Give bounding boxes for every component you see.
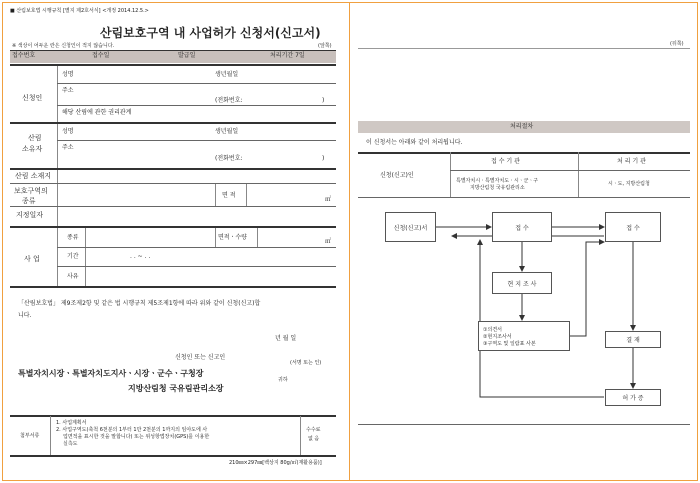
area-label: 면 적 <box>222 192 236 199</box>
owner-section-label-1: 산림 <box>28 134 42 142</box>
fee-value: 없 음 <box>308 436 320 442</box>
column-receiving: 접 수 기 관 <box>491 158 520 165</box>
column-applicant: 신청(신고)인 <box>380 172 414 179</box>
column-processing: 처 리 기 관 <box>617 158 646 165</box>
fee-label: 수수료 <box>306 427 321 433</box>
applicant-relation-label: 해당 산림에 관한 권리관계 <box>62 109 132 116</box>
project-type-label: 종류 <box>67 234 79 241</box>
flow-docs-box <box>478 321 570 351</box>
receiving-org-2: 지방산림청 국유림관리소 <box>470 185 525 191</box>
area-unit: ㎡ <box>325 196 332 203</box>
procedure-intro: 이 신청서는 아래와 같이 처리됩니다. <box>366 139 463 146</box>
form-notice: ※ 색상이 어두운 란은 신청인이 적지 않습니다. <box>12 43 115 49</box>
signer-label: 신청인 또는 신고인 <box>175 354 226 361</box>
zone-type-label-1: 보호구역의 <box>14 187 48 195</box>
procedure-title: 처리절차 <box>510 123 534 130</box>
flow-permit-box <box>605 389 661 406</box>
attachment-item-2: 2. 사업구역도(축척 6천분의 1부터 1만 2천분의 1까지의 임야도에 사 <box>56 427 208 433</box>
receiving-org: 특별자치시ㆍ특별자치도ㆍ시ㆍ군ㆍ구 <box>456 178 539 184</box>
flow-docs-line-1: ①의견서 <box>483 326 502 333</box>
date-line: 년 월 일 <box>275 335 297 342</box>
flow-decision-label: 결 재 <box>626 337 640 344</box>
owner-phone-label: (전화번호: <box>215 155 243 162</box>
project-purpose-label: 사유 <box>67 273 79 280</box>
flow-receive-box-2 <box>605 212 661 242</box>
flow-apply-label: 신청(신고)서 <box>393 224 428 232</box>
attachment-item-1: 1. 사업계획서 <box>56 420 87 426</box>
period-label: 처리기간 7일 <box>270 52 305 59</box>
project-section-label: 사 업 <box>24 255 40 263</box>
owner-birth-label: 생년월일 <box>215 128 239 135</box>
flow-docs-line-3: ③구역도 및 일람표 사본 <box>483 340 536 347</box>
attachment-item-2b: 업면적을 표시한 것을 말합니다) 또는 위성항법장치(GPS)를 이용한 <box>63 434 210 440</box>
signature-label: (서명 또는 인) <box>290 360 322 366</box>
project-period-label: 기간 <box>67 253 79 260</box>
flow-receive-box-1 <box>492 212 552 242</box>
flow-survey-label: 현 지 조 사 <box>507 280 537 288</box>
project-area-label: 면적ㆍ수량 <box>218 234 247 241</box>
flow-survey-box <box>492 272 552 294</box>
recipient-line-2: 지방산림청 국유림관리소장 <box>128 384 224 393</box>
flow-receive-label-1: 접 수 <box>515 224 529 232</box>
applicant-name-label: 성명 <box>62 71 74 78</box>
applicant-birth-label: 생년월일 <box>215 71 239 78</box>
flow-permit-label: 허 가 증 <box>622 395 644 402</box>
page-count-back: (뒤쪽) <box>670 41 684 47</box>
project-area-unit: ㎡ <box>325 238 332 245</box>
flow-docs-line-2: ②현지조사서 <box>483 333 512 340</box>
issue-date-label: 발급일 <box>178 52 196 59</box>
owner-name-label: 성명 <box>62 128 74 135</box>
form-top-note: ■ 산림보호법 시행규칙 [별지 제2호서식] <개정 2014.12.5.> <box>10 8 149 14</box>
receipt-date-label: 접수일 <box>92 52 110 59</box>
recipient-suffix: 귀하 <box>278 377 288 383</box>
paper-spec: 210㎜×297㎜[백상지 80g/㎡(재활용품)] <box>229 460 322 466</box>
attachments-label: 첨부서류 <box>20 433 40 439</box>
form-title: 산림보호구역 내 사업허가 신청서(신고서) <box>100 26 321 40</box>
receipt-no-label: 접수번호 <box>12 52 36 59</box>
statement-line-2: 니다. <box>18 312 32 319</box>
applicant-phone-label: (전화번호: <box>215 97 243 104</box>
zone-type-label-2: 종류 <box>22 197 36 205</box>
flow-receive-label-2: 접 수 <box>626 224 640 232</box>
page-count-front: (앞쪽) <box>318 43 332 49</box>
applicant-address-label: 주소 <box>62 87 74 94</box>
recipient-line-1: 특별자치시장ㆍ특별자치도지사ㆍ시장ㆍ군수ㆍ구청장 <box>18 369 204 378</box>
attachment-item-2c: 실측도 <box>63 441 78 447</box>
processing-org: 시ㆍ도, 지방산림청 <box>608 181 650 187</box>
flow-decision-box <box>605 331 661 348</box>
designation-date-label: 지정일자 <box>16 211 44 219</box>
rule <box>358 424 690 425</box>
owner-section-label-2: 소유자 <box>22 145 43 153</box>
flow-apply-box <box>385 212 436 242</box>
forest-location-label: 산림 소재지 <box>15 172 52 180</box>
owner-address-label: 주소 <box>62 144 74 151</box>
statement-line-1: 「산림보호법」 제9조제2항 및 같은 법 시행규칙 제5조제1항에 따라 위와 같이 신청(신고)합 <box>18 300 261 307</box>
applicant-section-label: 신청인 <box>22 94 43 102</box>
project-period-dots: . . ~ . . <box>130 253 151 260</box>
